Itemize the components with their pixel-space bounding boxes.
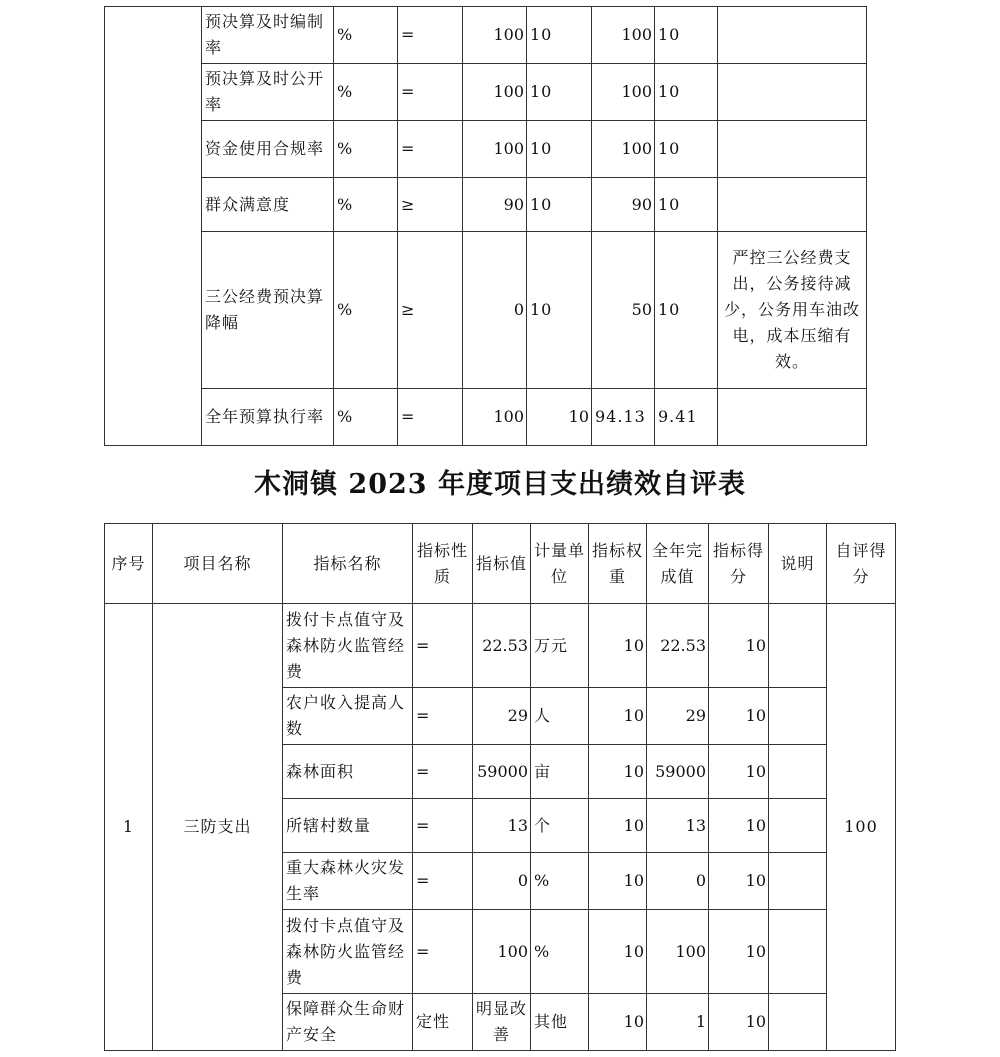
table-row bbox=[105, 389, 867, 446]
unit-cell: 个 bbox=[531, 799, 589, 853]
actual-cell: 94.13 bbox=[592, 389, 655, 446]
indicator-name: 全年预算执行率 bbox=[202, 389, 334, 446]
actual-cell: 100 bbox=[592, 121, 655, 178]
actual-cell: 22.53 bbox=[647, 604, 709, 688]
note-cell bbox=[769, 745, 827, 799]
target-cell: 100 bbox=[463, 121, 527, 178]
score-cell: 10 bbox=[709, 688, 769, 745]
value-cell: 13 bbox=[473, 799, 531, 853]
note-cell bbox=[769, 688, 827, 745]
top-indicator-table bbox=[104, 6, 867, 446]
actual-cell: 100 bbox=[592, 7, 655, 64]
nature-cell: 定性 bbox=[413, 994, 473, 1051]
target-cell: 100 bbox=[463, 64, 527, 121]
weight-cell: 10 bbox=[527, 232, 592, 389]
score-cell: 10 bbox=[655, 121, 718, 178]
actual-cell: 13 bbox=[647, 799, 709, 853]
nature-cell: = bbox=[413, 745, 473, 799]
header-self-score: 自评得分 bbox=[827, 524, 896, 604]
target-cell: 0 bbox=[463, 232, 527, 389]
note-cell bbox=[769, 799, 827, 853]
header-note: 说明 bbox=[769, 524, 827, 604]
indicator-name: 森林面积 bbox=[283, 745, 413, 799]
weight-cell: 10 bbox=[527, 121, 592, 178]
value-cell: 29 bbox=[473, 688, 531, 745]
actual-cell: 0 bbox=[647, 853, 709, 910]
header-project-name: 项目名称 bbox=[153, 524, 283, 604]
indicator-name: 农户收入提高人数 bbox=[283, 688, 413, 745]
header-indicator-value: 指标值 bbox=[473, 524, 531, 604]
value-cell: 明显改善 bbox=[473, 994, 531, 1051]
unit-cell: % bbox=[334, 389, 398, 446]
nature-cell: = bbox=[413, 910, 473, 994]
note-cell bbox=[769, 853, 827, 910]
actual-cell: 90 bbox=[592, 178, 655, 232]
operator-cell: ≥ bbox=[398, 232, 463, 389]
weight-cell: 10 bbox=[589, 910, 647, 994]
operator-cell: = bbox=[398, 7, 463, 64]
note-cell bbox=[769, 910, 827, 994]
table-row bbox=[105, 178, 867, 232]
operator-cell: = bbox=[398, 389, 463, 446]
indicator-name: 保障群众生命财产安全 bbox=[283, 994, 413, 1051]
header-indicator-name: 指标名称 bbox=[283, 524, 413, 604]
header-seq: 序号 bbox=[105, 524, 153, 604]
table-row bbox=[105, 121, 867, 178]
target-cell: 100 bbox=[463, 7, 527, 64]
header-weight: 指标权重 bbox=[589, 524, 647, 604]
target-cell: 90 bbox=[463, 178, 527, 232]
note-cell: 严控三公经费支出，公务接待减少，公务用车油改电，成本压缩有效。 bbox=[718, 232, 867, 389]
weight-cell: 10 bbox=[527, 178, 592, 232]
weight-cell: 10 bbox=[589, 799, 647, 853]
nature-cell: = bbox=[413, 688, 473, 745]
value-cell: 100 bbox=[473, 910, 531, 994]
unit-cell: % bbox=[334, 64, 398, 121]
weight-cell: 10 bbox=[589, 604, 647, 688]
unit-cell: 万元 bbox=[531, 604, 589, 688]
actual-cell: 29 bbox=[647, 688, 709, 745]
indicator-name: 三公经费预决算降幅 bbox=[202, 232, 334, 389]
operator-cell: = bbox=[398, 121, 463, 178]
nature-cell: = bbox=[413, 853, 473, 910]
seq-cell: 1 bbox=[105, 604, 153, 1051]
header-row bbox=[105, 524, 896, 604]
table-row bbox=[105, 604, 896, 688]
indicator-name: 拨付卡点值守及森林防火监管经费 bbox=[283, 604, 413, 688]
unit-cell: % bbox=[334, 7, 398, 64]
note-cell bbox=[718, 389, 867, 446]
header-unit: 计量单位 bbox=[531, 524, 589, 604]
indicator-name: 群众满意度 bbox=[202, 178, 334, 232]
note-cell bbox=[718, 64, 867, 121]
score-cell: 10 bbox=[709, 910, 769, 994]
note-cell bbox=[718, 178, 867, 232]
actual-cell: 100 bbox=[592, 64, 655, 121]
weight-cell: 10 bbox=[589, 745, 647, 799]
score-cell: 10 bbox=[709, 853, 769, 910]
weight-cell: 10 bbox=[589, 994, 647, 1051]
header-score: 指标得分 bbox=[709, 524, 769, 604]
actual-cell: 100 bbox=[647, 910, 709, 994]
indicator-name: 预决算及时公开率 bbox=[202, 64, 334, 121]
indicator-name: 所辖村数量 bbox=[283, 799, 413, 853]
indicator-name: 重大森林火灾发生率 bbox=[283, 853, 413, 910]
weight-cell: 10 bbox=[527, 389, 592, 446]
score-cell: 10 bbox=[709, 745, 769, 799]
score-cell: 10 bbox=[655, 232, 718, 389]
value-cell: 22.53 bbox=[473, 604, 531, 688]
table-row bbox=[105, 232, 867, 389]
self-score-cell: 100 bbox=[827, 604, 896, 1051]
nature-cell: = bbox=[413, 604, 473, 688]
note-cell bbox=[769, 994, 827, 1051]
page-title: 木洞镇 2023 年度项目支出绩效自评表 bbox=[254, 469, 746, 500]
header-actual: 全年完成值 bbox=[647, 524, 709, 604]
operator-cell: = bbox=[398, 64, 463, 121]
score-cell: 10 bbox=[655, 178, 718, 232]
header-indicator-nature: 指标性质 bbox=[413, 524, 473, 604]
actual-cell: 1 bbox=[647, 994, 709, 1051]
note-cell bbox=[769, 604, 827, 688]
score-cell: 10 bbox=[709, 604, 769, 688]
nature-cell: = bbox=[413, 799, 473, 853]
note-cell bbox=[718, 121, 867, 178]
value-cell: 0 bbox=[473, 853, 531, 910]
value-cell: 59000 bbox=[473, 745, 531, 799]
weight-cell: 10 bbox=[589, 853, 647, 910]
unit-cell: 其他 bbox=[531, 994, 589, 1051]
unit-cell: 亩 bbox=[531, 745, 589, 799]
unit-cell: % bbox=[531, 853, 589, 910]
score-cell: 10 bbox=[655, 64, 718, 121]
operator-cell: ≥ bbox=[398, 178, 463, 232]
target-cell: 100 bbox=[463, 389, 527, 446]
score-cell: 9.41 bbox=[655, 389, 718, 446]
unit-cell: % bbox=[334, 232, 398, 389]
score-cell: 10 bbox=[709, 799, 769, 853]
table-row bbox=[105, 64, 867, 121]
indicator-name: 拨付卡点值守及森林防火监管经费 bbox=[283, 910, 413, 994]
note-cell bbox=[718, 7, 867, 64]
unit-cell: % bbox=[531, 910, 589, 994]
project-performance-table bbox=[104, 523, 896, 1051]
indicator-name: 资金使用合规率 bbox=[202, 121, 334, 178]
weight-cell: 10 bbox=[589, 688, 647, 745]
unit-cell: % bbox=[334, 121, 398, 178]
unit-cell: % bbox=[334, 178, 398, 232]
actual-cell: 59000 bbox=[647, 745, 709, 799]
seq-cell-empty bbox=[105, 7, 202, 446]
unit-cell: 人 bbox=[531, 688, 589, 745]
project-name-cell: 三防支出 bbox=[153, 604, 283, 1051]
score-cell: 10 bbox=[655, 7, 718, 64]
score-cell: 10 bbox=[709, 994, 769, 1051]
weight-cell: 10 bbox=[527, 64, 592, 121]
actual-cell: 50 bbox=[592, 232, 655, 389]
weight-cell: 10 bbox=[527, 7, 592, 64]
indicator-name: 预决算及时编制率 bbox=[202, 7, 334, 64]
table-row bbox=[105, 7, 867, 64]
